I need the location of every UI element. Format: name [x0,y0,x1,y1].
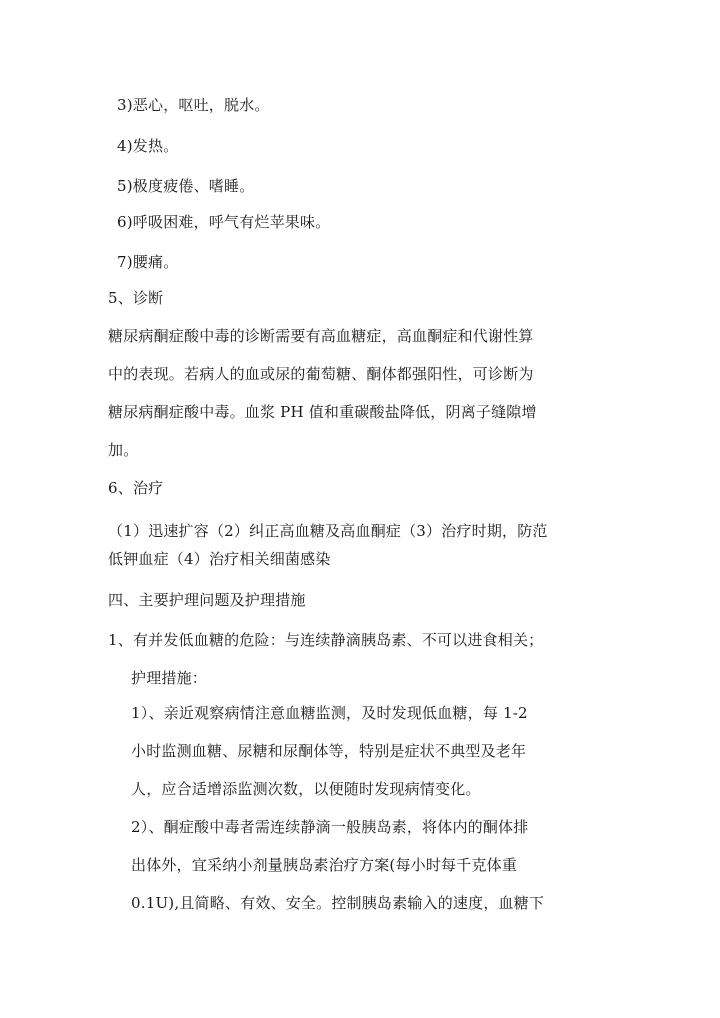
measure1-line-3: 人，应合适增添监测次数，以便随时发现病情变化。 [131,780,481,798]
symptom-item-5: 5)极度疲倦、嗜睡。 [117,177,255,195]
treatment-line-1: （1）迅速扩容（2）纠正高血糖及高血酮症（3）治疗时期，防范 [108,522,548,540]
measure1-line-2: 小时监测血糖、尿糖和尿酮体等，特别是症状不典型及老年 [131,742,527,760]
nursing-measures-label: 护理措施： [131,669,208,687]
measure2-line-3: 0.1U),且简略、有效、安全。控制胰岛素输入的速度，血糖下 [131,894,545,912]
nursing-problem-1: 1、有并发低血糖的危险：与连续静滴胰岛素、不可以进食相关； [108,631,544,649]
symptom-item-7: 7)腰痛。 [117,253,179,271]
symptom-item-6: 6)呼吸困难，呼气有烂苹果味。 [117,213,331,231]
measure1-line-1: 1）、亲近观察病情注意血糖监测，及时发现低血糖，每 1-2 [131,704,528,722]
symptom-item-4: 4)发热。 [117,137,179,155]
diagnosis-heading: 5、诊断 [108,289,164,307]
symptom-item-3: 3)恶心，呕吐，脱水。 [117,96,270,114]
measure2-line-1: 2）、酮症酸中毒者需连续静滴一般胰岛素，将体内的酮体排 [131,818,529,836]
nursing-heading: 四、主要护理问题及护理措施 [108,591,306,609]
diagnosis-line-3: 糖尿病酮症酸中毒。血浆 PH 值和重碳酸盐降低，阴离子缝隙增 [108,403,537,421]
diagnosis-line-2: 中的表现。若病人的血或尿的葡萄糖、酮体都强阳性，可诊断为 [108,365,534,383]
measure2-line-2: 出体外，宜采纳小剂量胰岛素治疗方案(每小时每千克体重 [131,856,518,874]
diagnosis-line-4: 加。 [108,441,139,459]
treatment-heading: 6、治疗 [108,479,164,497]
treatment-line-2: 低钾血症（4）治疗相关细菌感染 [108,550,331,568]
diagnosis-line-1: 糖尿病酮症酸中毒的诊断需要有高血糖症，高血酮症和代谢性算 [108,327,534,345]
